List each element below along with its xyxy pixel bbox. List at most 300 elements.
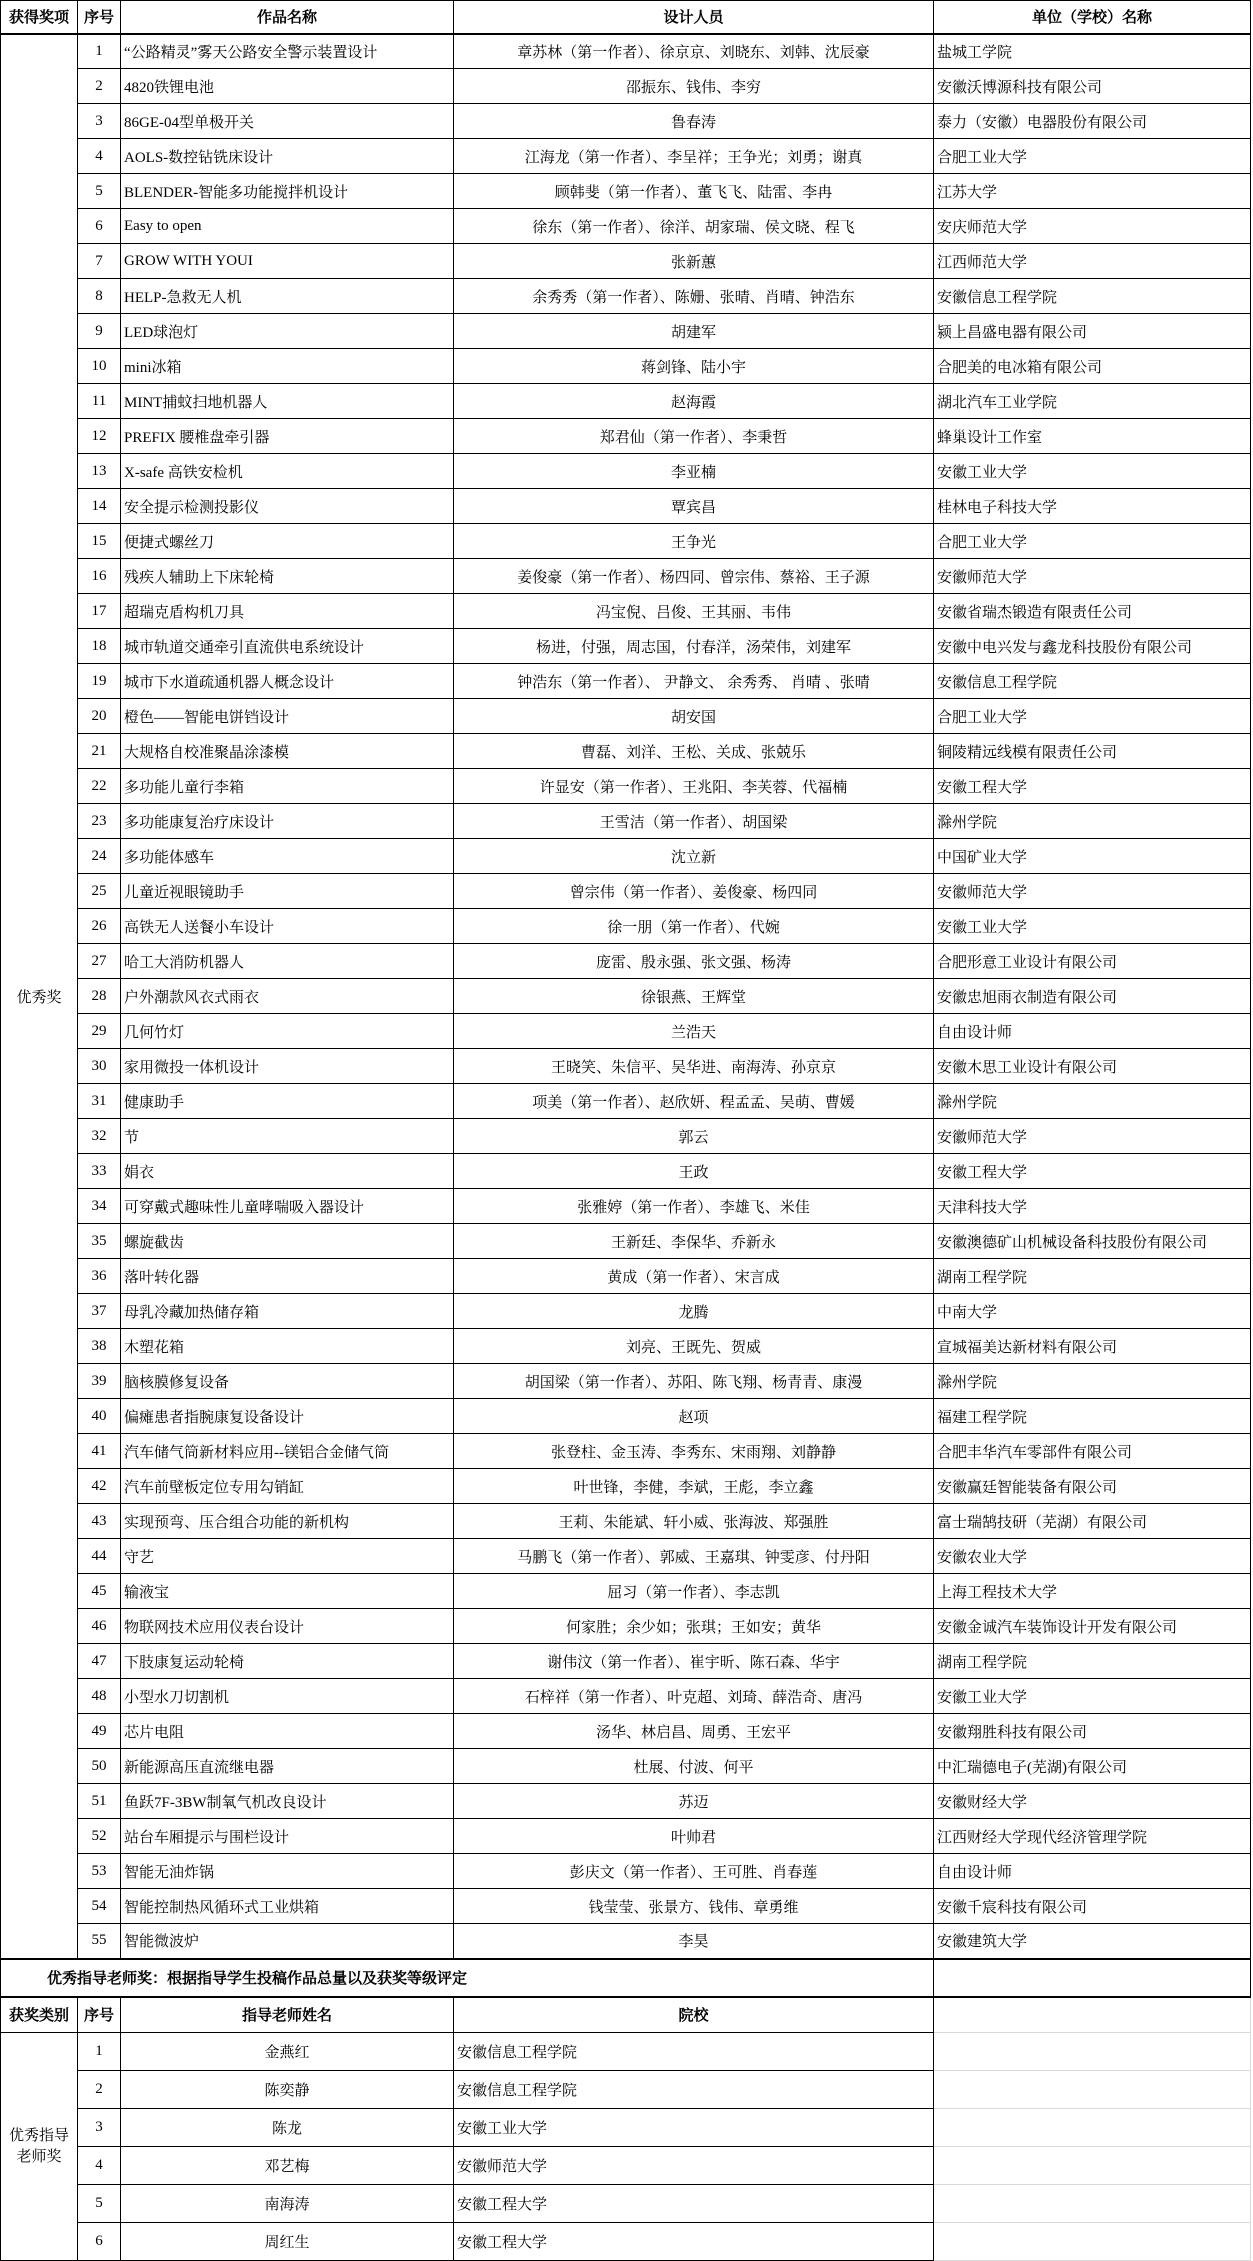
award-row [1, 384, 1251, 419]
work-name-cell: 站台车厢提示与围栏设计 [121, 1819, 454, 1854]
row-index-cell: 51 [78, 1784, 121, 1819]
row-index-cell: 30 [78, 1049, 121, 1084]
designers-cell: 刘亮、王既先、贺威 [454, 1329, 934, 1364]
work-name-cell: 城市轨道交通牵引直流供电系统设计 [121, 629, 454, 664]
col-header-designers: 设计人员 [454, 1, 934, 34]
designers-cell: 李亚楠 [454, 454, 934, 489]
grid-ghost-cell [934, 2147, 1251, 2185]
organization-cell: 湖北汽车工业学院 [934, 384, 1251, 419]
col-header-work: 作品名称 [121, 1, 454, 34]
organization-cell: 福建工程学院 [934, 1399, 1251, 1434]
organization-cell: 自由设计师 [934, 1854, 1251, 1889]
designers-cell: 余秀秀（第一作者）、陈姗、张晴、肖晴、钟浩东 [454, 279, 934, 314]
award-row [1, 1469, 1251, 1504]
row-index-cell: 48 [78, 1679, 121, 1714]
award-row [1, 1049, 1251, 1084]
award-row [1, 1224, 1251, 1259]
row-index-cell: 18 [78, 629, 121, 664]
main-header-row [1, 1, 1251, 34]
award-row [1, 1189, 1251, 1224]
designers-cell: 彭庆文（第一作者）、王可胜、肖春莲 [454, 1854, 934, 1889]
designers-cell: 曾宗伟（第一作者）、姜俊豪、杨四同 [454, 874, 934, 909]
award-row [1, 769, 1251, 804]
row-index-cell: 50 [78, 1749, 121, 1784]
designers-cell: 蒋剑锋、陆小宇 [454, 349, 934, 384]
work-name-cell: 便捷式螺丝刀 [121, 524, 454, 559]
organization-cell: 安庆师范大学 [934, 209, 1251, 244]
designers-cell: 张登柱、金玉涛、李秀东、宋雨翔、刘静静 [454, 1434, 934, 1469]
row-index-cell: 49 [78, 1714, 121, 1749]
organization-cell: 泰力（安徽）电器股份有限公司 [934, 104, 1251, 139]
designers-cell: 钟浩东（第一作者）、 尹静文、 余秀秀、 肖晴 、张晴 [454, 664, 934, 699]
row-index-cell: 6 [78, 209, 121, 244]
work-name-cell: 大规格自校准聚晶涂漆模 [121, 734, 454, 769]
award-row [1, 559, 1251, 594]
row-index-cell: 32 [78, 1119, 121, 1154]
row-index-cell: 38 [78, 1329, 121, 1364]
organization-cell: 安徽工业大学 [934, 1679, 1251, 1714]
row-index-cell: 26 [78, 909, 121, 944]
row-index-cell: 27 [78, 944, 121, 979]
grid-ghost-cell [934, 2223, 1251, 2261]
teacher-name-cell: 邓艺梅 [121, 2147, 454, 2185]
designers-cell: 胡建军 [454, 314, 934, 349]
designers-cell: 王莉、朱能斌、轩小威、张海波、郑强胜 [454, 1504, 934, 1539]
designers-cell: 黄成（第一作者）、宋言成 [454, 1259, 934, 1294]
award-row [1, 524, 1251, 559]
organization-cell: 安徽师范大学 [934, 559, 1251, 594]
teacher-name-cell: 南海涛 [121, 2185, 454, 2223]
organization-cell: 合肥工业大学 [934, 524, 1251, 559]
col-header-category: 获奖类别 [1, 1997, 78, 2033]
teacher-name-cell: 陈奕静 [121, 2071, 454, 2109]
organization-cell: 安徽建筑大学 [934, 1924, 1251, 1959]
organization-cell: 安徽澳德矿山机械设备科技股份有限公司 [934, 1224, 1251, 1259]
work-name-cell: 高铁无人送餐小车设计 [121, 909, 454, 944]
work-name-cell: 新能源高压直流继电器 [121, 1749, 454, 1784]
row-index-cell: 2 [78, 69, 121, 104]
work-name-cell: 家用微投一体机设计 [121, 1049, 454, 1084]
school-cell: 安徽师范大学 [454, 2147, 934, 2185]
organization-cell: 安徽师范大学 [934, 874, 1251, 909]
row-index-cell: 22 [78, 769, 121, 804]
designers-cell: 胡国梁（第一作者）、苏阳、陈飞翔、杨青青、康漫 [454, 1364, 934, 1399]
award-row [1, 1294, 1251, 1329]
work-name-cell: 残疾人辅助上下床轮椅 [121, 559, 454, 594]
work-name-cell: 多功能体感车 [121, 839, 454, 874]
school-cell: 安徽工程大学 [454, 2223, 934, 2261]
work-name-cell: 超瑞克盾构机刀具 [121, 594, 454, 629]
work-name-cell: mini冰箱 [121, 349, 454, 384]
work-name-cell: 输液宝 [121, 1574, 454, 1609]
row-index-cell: 4 [78, 2147, 121, 2185]
school-cell: 安徽工程大学 [454, 2185, 934, 2223]
row-index-cell: 28 [78, 979, 121, 1014]
award-row [1, 104, 1251, 139]
organization-cell: 滁州学院 [934, 804, 1251, 839]
work-name-cell: LED球泡灯 [121, 314, 454, 349]
teacher-name-cell: 金燕红 [121, 2033, 454, 2071]
organization-cell: 天津科技大学 [934, 1189, 1251, 1224]
work-name-cell: 橙色——智能电饼铛设计 [121, 699, 454, 734]
designers-cell: 徐东（第一作者）、徐洋、胡家瑞、侯文晓、程飞 [454, 209, 934, 244]
award-row [1, 1084, 1251, 1119]
grid-ghost-cell [934, 2033, 1251, 2071]
award-row [1, 1854, 1251, 1889]
work-name-cell: MINT捕蚊扫地机器人 [121, 384, 454, 419]
teacher-award-category-cell: 优秀指导老师奖 [1, 2033, 78, 2261]
designers-cell: 谢伟汶（第一作者）、崔宇昕、陈石森、华宇 [454, 1644, 934, 1679]
award-row [1, 1399, 1251, 1434]
row-index-cell: 5 [78, 174, 121, 209]
row-index-cell: 46 [78, 1609, 121, 1644]
work-name-cell: 城市下水道疏通机器人概念设计 [121, 664, 454, 699]
teacher-row [1, 2071, 1251, 2109]
award-row [1, 349, 1251, 384]
row-index-cell: 40 [78, 1399, 121, 1434]
designers-cell: 江海龙（第一作者）、李呈祥；王争光；刘勇；谢真 [454, 139, 934, 174]
row-index-cell: 2 [78, 2071, 121, 2109]
organization-cell: 滁州学院 [934, 1084, 1251, 1119]
award-row [1, 1014, 1251, 1049]
work-name-cell: 智能微波炉 [121, 1924, 454, 1959]
work-name-cell: HELP-急救无人机 [121, 279, 454, 314]
organization-cell: 安徽工业大学 [934, 909, 1251, 944]
row-index-cell: 37 [78, 1294, 121, 1329]
organization-cell: 盐城工学院 [934, 34, 1251, 69]
designers-cell: 鲁春涛 [454, 104, 934, 139]
award-row [1, 979, 1251, 1014]
award-row [1, 1679, 1251, 1714]
grid-ghost-cell [934, 1997, 1251, 2033]
designers-cell: 赵海霞 [454, 384, 934, 419]
award-row [1, 489, 1251, 524]
designers-cell: 马鹏飞（第一作者）、郭威、王嘉琪、钟雯彦、付丹阳 [454, 1539, 934, 1574]
award-row [1, 594, 1251, 629]
award-row [1, 1259, 1251, 1294]
designers-cell: 项美（第一作者）、赵欣妍、程孟孟、吴萌、曹媛 [454, 1084, 934, 1119]
work-name-cell: 落叶转化器 [121, 1259, 454, 1294]
organization-cell: 安徽农业大学 [934, 1539, 1251, 1574]
work-name-cell: BLENDER-智能多功能搅拌机设计 [121, 174, 454, 209]
work-name-cell: 86GE-04型单极开关 [121, 104, 454, 139]
work-name-cell: 物联网技术应用仪表台设计 [121, 1609, 454, 1644]
award-row [1, 419, 1251, 454]
award-row [1, 874, 1251, 909]
organization-cell: 蜂巢设计工作室 [934, 419, 1251, 454]
work-name-cell: AOLS-数控钻铣床设计 [121, 139, 454, 174]
designers-cell: 龙腾 [454, 1294, 934, 1329]
work-name-cell: 智能无油炸锅 [121, 1854, 454, 1889]
award-row [1, 1119, 1251, 1154]
award-row [1, 1539, 1251, 1574]
work-name-cell: 鱼跃7F-3BW制氧气机改良设计 [121, 1784, 454, 1819]
row-index-cell: 55 [78, 1924, 121, 1959]
work-name-cell: 下肢康复运动轮椅 [121, 1644, 454, 1679]
organization-cell: 安徽木思工业设计有限公司 [934, 1049, 1251, 1084]
teacher-name-cell: 陈龙 [121, 2109, 454, 2147]
row-index-cell: 25 [78, 874, 121, 909]
row-index-cell: 17 [78, 594, 121, 629]
designers-cell: 李昊 [454, 1924, 934, 1959]
designers-cell: 覃宾昌 [454, 489, 934, 524]
row-index-cell: 1 [78, 2033, 121, 2071]
designers-cell: 王争光 [454, 524, 934, 559]
award-row [1, 454, 1251, 489]
row-index-cell: 33 [78, 1154, 121, 1189]
work-name-cell: 脑核膜修复设备 [121, 1364, 454, 1399]
designers-cell: 杨进，付强，周志国，付春洋，汤荣伟，刘建军 [454, 629, 934, 664]
work-name-cell: 可穿戴式趣味性儿童哮喘吸入器设计 [121, 1189, 454, 1224]
award-row [1, 804, 1251, 839]
designers-cell: 王新廷、李保华、乔新永 [454, 1224, 934, 1259]
work-name-cell: PREFIX 腰椎盘牵引器 [121, 419, 454, 454]
teacher-row [1, 2223, 1251, 2261]
award-row [1, 209, 1251, 244]
designers-cell: 钱莹莹、张景方、钱伟、章勇维 [454, 1889, 934, 1924]
organization-cell: 安徽沃博源科技有限公司 [934, 69, 1251, 104]
designers-cell: 许显安（第一作者）、王兆阳、李芙蓉、代福楠 [454, 769, 934, 804]
designers-cell: 张雅婷（第一作者）、李雄飞、米佳 [454, 1189, 934, 1224]
award-category-cell: 优秀奖 [1, 34, 78, 1959]
designers-cell: 王政 [454, 1154, 934, 1189]
award-row [1, 1819, 1251, 1854]
award-row [1, 174, 1251, 209]
row-index-cell: 53 [78, 1854, 121, 1889]
award-row [1, 839, 1251, 874]
work-name-cell: Easy to open [121, 209, 454, 244]
row-index-cell: 34 [78, 1189, 121, 1224]
organization-cell: 安徽工业大学 [934, 454, 1251, 489]
designers-cell: 王晓笑、朱信平、吴华进、南海涛、孙京京 [454, 1049, 934, 1084]
grid-ghost-cell [934, 2185, 1251, 2223]
designers-cell: 顾韩斐（第一作者）、董飞飞、陆雷、李冉 [454, 174, 934, 209]
designers-cell: 赵项 [454, 1399, 934, 1434]
teacher-row [1, 2033, 1251, 2071]
organization-cell: 合肥形意工业设计有限公司 [934, 944, 1251, 979]
teacher-award-note: 优秀指导老师奖：根据指导学生投稿作品总量以及获奖等级评定 [1, 1959, 934, 1997]
work-name-cell: “公路精灵”雾天公路安全警示装置设计 [121, 34, 454, 69]
award-row [1, 1749, 1251, 1784]
award-row [1, 1504, 1251, 1539]
designers-cell: 曹磊、刘洋、王松、关成、张兢乐 [454, 734, 934, 769]
row-index-cell: 36 [78, 1259, 121, 1294]
designers-cell: 石梓祥（第一作者）、叶克超、刘琦、薛浩奇、唐冯 [454, 1679, 934, 1714]
note-row [1, 1959, 1251, 1997]
designers-cell: 王雪洁（第一作者）、胡国梁 [454, 804, 934, 839]
organization-cell: 安徽省瑞杰锻造有限责任公司 [934, 594, 1251, 629]
award-row [1, 1924, 1251, 1959]
row-index-cell: 35 [78, 1224, 121, 1259]
designers-cell: 胡安国 [454, 699, 934, 734]
work-name-cell: 小型水刀切割机 [121, 1679, 454, 1714]
award-row [1, 1784, 1251, 1819]
designers-cell: 郭云 [454, 1119, 934, 1154]
organization-cell: 安徽财经大学 [934, 1784, 1251, 1819]
work-name-cell: 偏瘫患者指腕康复设备设计 [121, 1399, 454, 1434]
award-row [1, 1714, 1251, 1749]
row-index-cell: 19 [78, 664, 121, 699]
work-name-cell: 健康助手 [121, 1084, 454, 1119]
organization-cell: 安徽中电兴发与鑫龙科技股份有限公司 [934, 629, 1251, 664]
organization-cell: 合肥工业大学 [934, 139, 1251, 174]
designers-cell: 苏迈 [454, 1784, 934, 1819]
work-name-cell: 娟衣 [121, 1154, 454, 1189]
designers-cell: 兰浩天 [454, 1014, 934, 1049]
teacher-row [1, 2147, 1251, 2185]
organization-cell: 湖南工程学院 [934, 1259, 1251, 1294]
organization-cell: 安徽翔胜科技有限公司 [934, 1714, 1251, 1749]
designers-cell: 郑君仙（第一作者）、李秉哲 [454, 419, 934, 454]
organization-cell: 安徽千宸科技有限公司 [934, 1889, 1251, 1924]
work-name-cell: 多功能康复治疗床设计 [121, 804, 454, 839]
work-name-cell: 母乳冷藏加热储存箱 [121, 1294, 454, 1329]
organization-cell: 合肥丰华汽车零部件有限公司 [934, 1434, 1251, 1469]
organization-cell: 合肥工业大学 [934, 699, 1251, 734]
organization-cell: 安徽金诚汽车装饰设计开发有限公司 [934, 1609, 1251, 1644]
note-empty-cell [934, 1959, 1251, 1997]
row-index-cell: 43 [78, 1504, 121, 1539]
row-index-cell: 5 [78, 2185, 121, 2223]
organization-cell: 江西师范大学 [934, 244, 1251, 279]
organization-cell: 安徽忠旭雨衣制造有限公司 [934, 979, 1251, 1014]
row-index-cell: 4 [78, 139, 121, 174]
award-row [1, 1609, 1251, 1644]
designers-cell: 徐银燕、王辉堂 [454, 979, 934, 1014]
award-row [1, 1889, 1251, 1924]
organization-cell: 上海工程技术大学 [934, 1574, 1251, 1609]
organization-cell: 中汇瑞德电子(芜湖)有限公司 [934, 1749, 1251, 1784]
row-index-cell: 12 [78, 419, 121, 454]
grid-ghost-cell [934, 2071, 1251, 2109]
organization-cell: 湖南工程学院 [934, 1644, 1251, 1679]
designers-cell: 汤华、林启昌、周勇、王宏平 [454, 1714, 934, 1749]
row-index-cell: 24 [78, 839, 121, 874]
work-name-cell: GROW WITH YOUI [121, 244, 454, 279]
row-index-cell: 3 [78, 2109, 121, 2147]
award-row [1, 34, 1251, 69]
designers-cell: 姜俊豪（第一作者）、杨四同、曾宗伟、蔡裕、王子源 [454, 559, 934, 594]
designers-cell: 沈立新 [454, 839, 934, 874]
organization-cell: 安徽信息工程学院 [934, 664, 1251, 699]
row-index-cell: 16 [78, 559, 121, 594]
award-row [1, 944, 1251, 979]
organization-cell: 铜陵精远线模有限责任公司 [934, 734, 1251, 769]
designers-cell: 叶帅君 [454, 1819, 934, 1854]
row-index-cell: 7 [78, 244, 121, 279]
organization-cell: 安徽赢廷智能装备有限公司 [934, 1469, 1251, 1504]
row-index-cell: 1 [78, 34, 121, 69]
teacher-row [1, 2109, 1251, 2147]
row-index-cell: 44 [78, 1539, 121, 1574]
work-name-cell: 几何竹灯 [121, 1014, 454, 1049]
col-header-teacher-index: 序号 [78, 1997, 121, 2033]
row-index-cell: 45 [78, 1574, 121, 1609]
row-index-cell: 13 [78, 454, 121, 489]
col-header-teacher-name: 指导老师姓名 [121, 1997, 454, 2033]
designers-cell: 叶世锋，李健，李斌，王彪，李立鑫 [454, 1469, 934, 1504]
award-row [1, 69, 1251, 104]
row-index-cell: 20 [78, 699, 121, 734]
award-row [1, 629, 1251, 664]
designers-cell: 杜展、付波、何平 [454, 1749, 934, 1784]
school-cell: 安徽信息工程学院 [454, 2071, 934, 2109]
organization-cell: 安徽信息工程学院 [934, 279, 1251, 314]
row-index-cell: 15 [78, 524, 121, 559]
row-index-cell: 29 [78, 1014, 121, 1049]
award-row [1, 699, 1251, 734]
work-name-cell: X-safe 高铁安检机 [121, 454, 454, 489]
row-index-cell: 42 [78, 1469, 121, 1504]
row-index-cell: 54 [78, 1889, 121, 1924]
organization-cell: 宣城福美达新材料有限公司 [934, 1329, 1251, 1364]
organization-cell: 安徽工程大学 [934, 769, 1251, 804]
work-name-cell: 芯片电阻 [121, 1714, 454, 1749]
organization-cell: 桂林电子科技大学 [934, 489, 1251, 524]
work-name-cell: 守艺 [121, 1539, 454, 1574]
designers-cell: 徐一朋（第一作者）、代婉 [454, 909, 934, 944]
work-name-cell: 哈工大消防机器人 [121, 944, 454, 979]
award-row [1, 279, 1251, 314]
row-index-cell: 31 [78, 1084, 121, 1119]
row-index-cell: 39 [78, 1364, 121, 1399]
organization-cell: 中国矿业大学 [934, 839, 1251, 874]
row-index-cell: 23 [78, 804, 121, 839]
row-index-cell: 14 [78, 489, 121, 524]
award-row [1, 1434, 1251, 1469]
designers-cell: 屈习（第一作者）、李志凯 [454, 1574, 934, 1609]
row-index-cell: 8 [78, 279, 121, 314]
designers-cell: 章苏林（第一作者）、徐京京、刘晓东、刘韩、沈辰豪 [454, 34, 934, 69]
organization-cell: 安徽工程大学 [934, 1154, 1251, 1189]
organization-cell: 合肥美的电冰箱有限公司 [934, 349, 1251, 384]
work-name-cell: 汽车前壁板定位专用勾销缸 [121, 1469, 454, 1504]
award-row [1, 909, 1251, 944]
award-row [1, 1154, 1251, 1189]
organization-cell: 自由设计师 [934, 1014, 1251, 1049]
teacher-header-row [1, 1997, 1251, 2033]
work-name-cell: 户外潮款风衣式雨衣 [121, 979, 454, 1014]
teacher-row [1, 2185, 1251, 2223]
col-header-organization: 单位（学校）名称 [934, 1, 1251, 34]
row-index-cell: 47 [78, 1644, 121, 1679]
work-name-cell: 安全提示检测投影仪 [121, 489, 454, 524]
organization-cell: 滁州学院 [934, 1364, 1251, 1399]
row-index-cell: 3 [78, 104, 121, 139]
award-row [1, 1364, 1251, 1399]
col-header-school: 院校 [454, 1997, 934, 2033]
row-index-cell: 6 [78, 2223, 121, 2261]
organization-cell: 江西财经大学现代经济管理学院 [934, 1819, 1251, 1854]
work-name-cell: 智能控制热风循环式工业烘箱 [121, 1889, 454, 1924]
work-name-cell: 儿童近视眼镜助手 [121, 874, 454, 909]
col-header-award: 获得奖项 [1, 1, 78, 34]
work-name-cell: 节 [121, 1119, 454, 1154]
work-name-cell: 木塑花箱 [121, 1329, 454, 1364]
award-row [1, 139, 1251, 174]
col-header-index: 序号 [78, 1, 121, 34]
designers-cell: 庞雷、殷永强、张文强、杨涛 [454, 944, 934, 979]
designers-cell: 邵振东、钱伟、李穷 [454, 69, 934, 104]
designers-cell: 何家胜；余少如；张琪；王如安；黄华 [454, 1609, 934, 1644]
row-index-cell: 9 [78, 314, 121, 349]
school-cell: 安徽工业大学 [454, 2109, 934, 2147]
organization-cell: 颍上昌盛电器有限公司 [934, 314, 1251, 349]
award-row [1, 1329, 1251, 1364]
teacher-name-cell: 周红生 [121, 2223, 454, 2261]
award-row [1, 1574, 1251, 1609]
award-row [1, 314, 1251, 349]
